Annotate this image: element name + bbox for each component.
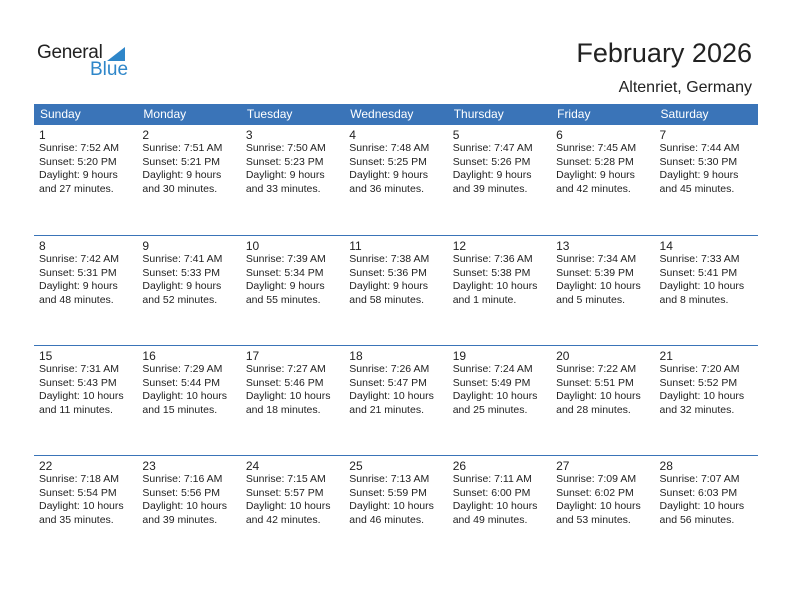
sunset-text: Sunset: 5:41 PM	[659, 266, 738, 279]
weekday-header-sunday: Sunday	[40, 107, 81, 121]
daylight-hours-text: Daylight: 10 hours	[39, 390, 124, 402]
sunset-text: Sunset: 5:51 PM	[556, 376, 634, 389]
daylight-minutes-text: and 5 minutes.	[556, 293, 625, 306]
daylight-hours-text: Daylight: 10 hours	[556, 500, 641, 512]
sunrise-text: Sunrise: 7:44 AM	[659, 142, 740, 154]
sunset-text: Sunset: 5:59 PM	[349, 486, 427, 499]
sunset-text: Sunset: 5:21 PM	[142, 155, 221, 168]
day-number: 15	[39, 349, 53, 363]
day-number: 27	[556, 459, 570, 473]
weekday-header-row	[34, 104, 758, 125]
daylight-hours-text: Daylight: 9 hours	[349, 169, 429, 181]
sunrise-text: Sunrise: 7:45 AM	[556, 142, 637, 154]
sunrise-text: Sunrise: 7:41 AM	[142, 253, 223, 265]
daylight-minutes-text: and 27 minutes.	[39, 182, 114, 195]
sunrise-text: Sunrise: 7:52 AM	[39, 142, 119, 154]
sunrise-text: Sunrise: 7:47 AM	[452, 142, 533, 154]
sunset-text: Sunset: 5:44 PM	[142, 376, 221, 389]
day-cell	[551, 455, 654, 565]
day-cell	[551, 125, 654, 235]
logo	[37, 42, 137, 82]
sunrise-text: Sunrise: 7:15 AM	[245, 473, 326, 485]
daylight-minutes-text: and 15 minutes.	[142, 403, 218, 416]
day-number: 10	[245, 239, 260, 253]
daylight-hours-text: Daylight: 9 hours	[349, 280, 429, 292]
weekday-header-monday: Monday	[143, 107, 187, 121]
daylight-hours-text: Daylight: 9 hours	[142, 280, 222, 292]
day-cell	[655, 235, 758, 345]
daylight-minutes-text: and 32 minutes.	[659, 403, 735, 416]
daylight-hours-text: Daylight: 10 hours	[659, 280, 745, 292]
sunset-text: Sunset: 6:02 PM	[556, 486, 634, 499]
daylight-minutes-text: and 39 minutes.	[142, 513, 218, 526]
sunset-text: Sunset: 5:52 PM	[659, 376, 738, 389]
daylight-hours-text: Daylight: 10 hours	[556, 390, 641, 402]
daylight-minutes-text: and 21 minutes.	[349, 403, 424, 416]
sunset-text: Sunset: 5:43 PM	[39, 376, 117, 389]
sunset-text: Sunset: 5:30 PM	[659, 155, 738, 168]
sunset-text: Sunset: 5:49 PM	[452, 376, 531, 389]
day-cell	[34, 125, 137, 235]
sunrise-text: Sunrise: 7:27 AM	[245, 363, 326, 375]
sunset-text: Sunset: 5:47 PM	[349, 376, 427, 389]
day-number: 24	[245, 459, 260, 473]
day-number: 20	[556, 349, 570, 363]
daylight-minutes-text: and 48 minutes.	[39, 293, 114, 306]
day-cell	[655, 125, 758, 235]
daylight-minutes-text: and 36 minutes.	[349, 182, 424, 195]
sunset-text: Sunset: 5:20 PM	[39, 155, 117, 168]
sunset-text: Sunset: 5:56 PM	[142, 486, 221, 499]
sunrise-text: Sunrise: 7:39 AM	[245, 253, 326, 265]
daylight-hours-text: Daylight: 10 hours	[349, 500, 434, 512]
daylight-hours-text: Daylight: 9 hours	[556, 169, 635, 181]
daylight-hours-text: Daylight: 9 hours	[39, 280, 118, 292]
sunrise-text: Sunrise: 7:09 AM	[556, 473, 637, 485]
day-cell	[241, 125, 344, 235]
logo-text-blue: Blue	[90, 59, 129, 80]
day-number: 3	[245, 128, 253, 142]
day-cell	[241, 345, 344, 455]
day-cell	[655, 455, 758, 565]
sunset-text: Sunset: 5:25 PM	[349, 155, 427, 168]
day-cell	[448, 345, 551, 455]
daylight-minutes-text: and 35 minutes.	[39, 513, 114, 526]
daylight-minutes-text: and 30 minutes.	[142, 182, 218, 195]
day-cell	[241, 235, 344, 345]
day-cell	[551, 235, 654, 345]
day-number: 18	[349, 349, 363, 363]
sunset-text: Sunset: 5:39 PM	[556, 266, 634, 279]
weekday-header-wednesday: Wednesday	[350, 107, 414, 121]
weekday-header-saturday: Saturday	[660, 107, 709, 121]
sunrise-text: Sunrise: 7:13 AM	[349, 473, 430, 485]
weekday-header-thursday: Thursday	[453, 107, 504, 121]
day-number: 12	[452, 239, 467, 253]
sunrise-text: Sunrise: 7:36 AM	[452, 253, 533, 265]
day-number: 28	[659, 459, 673, 473]
daylight-minutes-text: and 1 minute.	[452, 293, 517, 306]
daylight-hours-text: Daylight: 9 hours	[659, 169, 739, 181]
sunrise-text: Sunrise: 7:42 AM	[39, 253, 119, 265]
day-cell	[34, 235, 137, 345]
sunset-text: Sunset: 5:26 PM	[452, 155, 531, 168]
daylight-minutes-text: and 58 minutes.	[349, 293, 424, 306]
sunrise-text: Sunrise: 7:11 AM	[452, 473, 532, 485]
daylight-hours-text: Daylight: 9 hours	[39, 169, 118, 181]
day-number: 16	[142, 349, 156, 363]
sunrise-text: Sunrise: 7:51 AM	[142, 142, 223, 154]
day-number: 23	[142, 459, 156, 473]
daylight-hours-text: Daylight: 10 hours	[349, 390, 434, 402]
daylight-hours-text: Daylight: 9 hours	[245, 280, 325, 292]
daylight-hours-text: Daylight: 9 hours	[452, 169, 532, 181]
sunrise-text: Sunrise: 7:33 AM	[659, 253, 740, 265]
daylight-hours-text: Daylight: 10 hours	[39, 500, 124, 512]
sunset-text: Sunset: 5:28 PM	[556, 155, 634, 168]
day-cell	[448, 455, 551, 565]
day-number: 8	[39, 239, 46, 253]
sunrise-text: Sunrise: 7:18 AM	[39, 473, 119, 485]
sunrise-text: Sunrise: 7:24 AM	[452, 363, 533, 375]
sunrise-text: Sunrise: 7:26 AM	[349, 363, 430, 375]
sunrise-text: Sunrise: 7:07 AM	[659, 473, 740, 485]
sunset-text: Sunset: 6:03 PM	[659, 486, 738, 499]
location-subtitle: Altenriet, Germany	[618, 79, 752, 96]
daylight-hours-text: Daylight: 10 hours	[659, 500, 745, 512]
daylight-hours-text: Daylight: 10 hours	[556, 280, 641, 292]
day-cell	[344, 345, 447, 455]
daylight-minutes-text: and 28 minutes.	[556, 403, 631, 416]
daylight-hours-text: Daylight: 10 hours	[452, 390, 538, 402]
week-row	[34, 345, 758, 455]
day-cell	[34, 455, 137, 565]
sunset-text: Sunset: 5:33 PM	[142, 266, 221, 279]
daylight-minutes-text: and 52 minutes.	[142, 293, 218, 306]
day-cell	[137, 125, 240, 235]
week-row	[34, 125, 758, 235]
day-number: 17	[245, 349, 260, 363]
day-cell	[344, 235, 447, 345]
daylight-hours-text: Daylight: 9 hours	[245, 169, 325, 181]
day-number: 22	[39, 459, 53, 473]
daylight-hours-text: Daylight: 10 hours	[452, 500, 538, 512]
day-cell	[34, 345, 137, 455]
daylight-hours-text: Daylight: 10 hours	[452, 280, 538, 292]
day-number: 11	[349, 239, 362, 253]
day-number: 26	[452, 459, 467, 473]
logo-text-general: General	[37, 42, 103, 63]
sunset-text: Sunset: 5:34 PM	[245, 266, 324, 279]
weeks-container	[34, 125, 758, 565]
daylight-minutes-text: and 39 minutes.	[452, 182, 528, 195]
sunset-text: Sunset: 5:57 PM	[245, 486, 324, 499]
day-number: 2	[142, 128, 150, 142]
day-number: 19	[452, 349, 467, 363]
daylight-hours-text: Daylight: 10 hours	[659, 390, 745, 402]
daylight-minutes-text: and 56 minutes.	[659, 513, 735, 526]
day-cell	[655, 345, 758, 455]
day-number: 25	[349, 459, 363, 473]
daylight-hours-text: Daylight: 10 hours	[142, 500, 228, 512]
daylight-minutes-text: and 42 minutes.	[245, 513, 321, 526]
weekday-header-friday: Friday	[557, 107, 591, 121]
day-number: 9	[142, 239, 150, 253]
sunset-text: Sunset: 5:46 PM	[245, 376, 324, 389]
sunrise-text: Sunrise: 7:38 AM	[349, 253, 430, 265]
daylight-hours-text: Daylight: 10 hours	[142, 390, 228, 402]
day-cell	[448, 125, 551, 235]
day-number: 4	[349, 128, 356, 142]
daylight-minutes-text: and 18 minutes.	[245, 403, 321, 416]
calendar-grid	[34, 104, 758, 565]
week-row	[34, 455, 758, 565]
day-cell	[344, 455, 447, 565]
daylight-minutes-text: and 53 minutes.	[556, 513, 631, 526]
day-number: 14	[659, 239, 673, 253]
sunrise-text: Sunrise: 7:29 AM	[142, 363, 223, 375]
page-title: February 2026	[576, 38, 752, 68]
daylight-hours-text: Daylight: 10 hours	[245, 500, 331, 512]
daylight-minutes-text: and 45 minutes.	[659, 182, 735, 195]
daylight-minutes-text: and 25 minutes.	[452, 403, 528, 416]
day-cell	[137, 455, 240, 565]
day-cell	[241, 455, 344, 565]
day-number: 21	[659, 349, 673, 363]
daylight-hours-text: Daylight: 9 hours	[142, 169, 222, 181]
day-cell	[137, 345, 240, 455]
day-cell	[551, 345, 654, 455]
sunset-text: Sunset: 6:00 PM	[452, 486, 531, 499]
daylight-minutes-text: and 42 minutes.	[556, 182, 631, 195]
daylight-minutes-text: and 55 minutes.	[245, 293, 321, 306]
sunrise-text: Sunrise: 7:48 AM	[349, 142, 430, 154]
day-number: 6	[556, 128, 563, 142]
sunrise-text: Sunrise: 7:20 AM	[659, 363, 740, 375]
day-number: 1	[39, 128, 46, 142]
sunset-text: Sunset: 5:54 PM	[39, 486, 117, 499]
day-cell	[344, 125, 447, 235]
sunrise-text: Sunrise: 7:16 AM	[142, 473, 223, 485]
sunset-text: Sunset: 5:31 PM	[39, 266, 117, 279]
day-cell	[448, 235, 551, 345]
sunset-text: Sunset: 5:23 PM	[245, 155, 324, 168]
daylight-minutes-text: and 46 minutes.	[349, 513, 424, 526]
daylight-minutes-text: and 49 minutes.	[452, 513, 528, 526]
daylight-minutes-text: and 33 minutes.	[245, 182, 321, 195]
sunset-text: Sunset: 5:36 PM	[349, 266, 427, 279]
week-row	[34, 235, 758, 345]
daylight-minutes-text: and 8 minutes.	[659, 293, 729, 306]
day-number: 13	[556, 239, 570, 253]
sunset-text: Sunset: 5:38 PM	[452, 266, 531, 279]
day-cell	[137, 235, 240, 345]
daylight-hours-text: Daylight: 10 hours	[245, 390, 331, 402]
daylight-minutes-text: and 11 minutes.	[39, 403, 113, 416]
sunrise-text: Sunrise: 7:22 AM	[556, 363, 637, 375]
sunrise-text: Sunrise: 7:34 AM	[556, 253, 637, 265]
day-number: 7	[659, 128, 667, 142]
sunrise-text: Sunrise: 7:50 AM	[245, 142, 326, 154]
weekday-header-tuesday: Tuesday	[246, 107, 293, 121]
sunrise-text: Sunrise: 7:31 AM	[39, 363, 119, 375]
day-number: 5	[452, 128, 460, 142]
